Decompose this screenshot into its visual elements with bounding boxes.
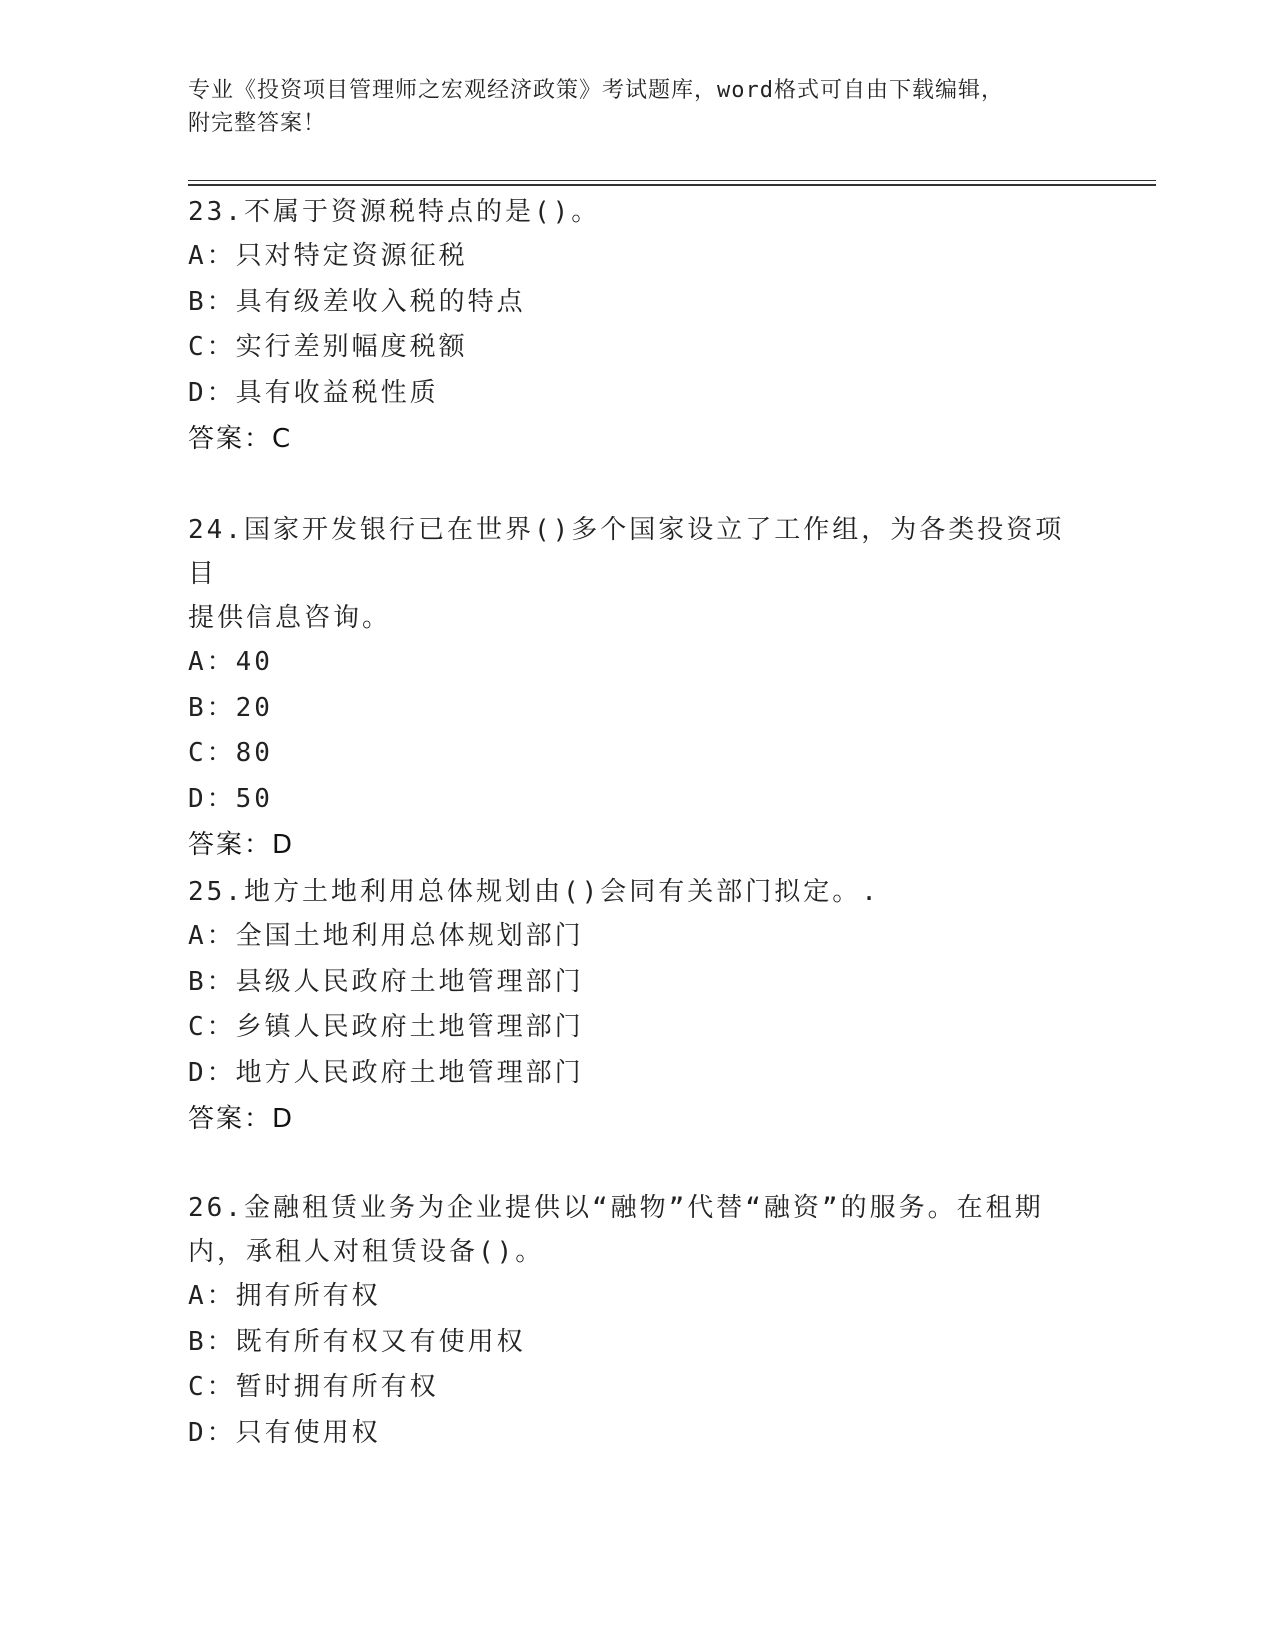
question-stem: 25.地方土地利用总体规划由()会同有关部门拟定。. xyxy=(188,877,880,907)
header-rule-thin xyxy=(188,180,1156,181)
header-line-2: 附完整答案！ xyxy=(188,111,327,136)
option-b: B：20 xyxy=(188,692,273,723)
option-d: D：只有使用权 xyxy=(188,1417,381,1448)
header-line-1: 专业《投资项目管理师之宏观经济政策》考试题库，word格式可自由下载编辑， xyxy=(188,78,1004,103)
question-stem: 24.国家开发银行已在世界()多个国家设立了工作组，为各类投资项目 xyxy=(188,515,1065,589)
option-d: D：地方人民政府土地管理部门 xyxy=(188,1057,584,1088)
answer: 答案：D xyxy=(188,1104,295,1134)
option-a: A：只对特定资源征税 xyxy=(188,241,468,271)
option-a: A：拥有所有权 xyxy=(188,1281,381,1311)
option-b: B：县级人民政府土地管理部门 xyxy=(188,966,584,997)
option-c: C：暂时拥有所有权 xyxy=(188,1372,439,1402)
question-25 xyxy=(188,870,1088,1142)
option-b: B：具有级差收入税的特点 xyxy=(188,286,526,317)
question-stem-continued: 提供信息咨询。 xyxy=(188,603,392,633)
question-23 xyxy=(188,190,1088,462)
option-a: A：40 xyxy=(188,647,273,677)
question-stem: 26.金融租赁业务为企业提供以“融物”代替“融资”的服务。在租期 xyxy=(188,1193,1044,1223)
question-stem: 23.不属于资源税特点的是()。 xyxy=(188,197,601,227)
option-d: D：50 xyxy=(188,783,273,814)
option-c: C：乡镇人民政府土地管理部门 xyxy=(188,1012,584,1042)
answer: 答案：C xyxy=(188,424,293,454)
document-header xyxy=(188,74,1088,140)
option-d: D：具有收益税性质 xyxy=(188,377,439,408)
question-stem-continued: 内，承租人对租赁设备()。 xyxy=(188,1237,545,1267)
question-24 xyxy=(188,508,1088,868)
option-b: B：既有所有权又有使用权 xyxy=(188,1326,526,1357)
question-26 xyxy=(188,1186,1088,1456)
answer: 答案：D xyxy=(188,830,295,860)
header-rule-thick xyxy=(188,184,1156,186)
option-a: A：全国土地利用总体规划部门 xyxy=(188,921,584,951)
option-c: C：实行差别幅度税额 xyxy=(188,332,468,362)
option-c: C：80 xyxy=(188,738,273,768)
